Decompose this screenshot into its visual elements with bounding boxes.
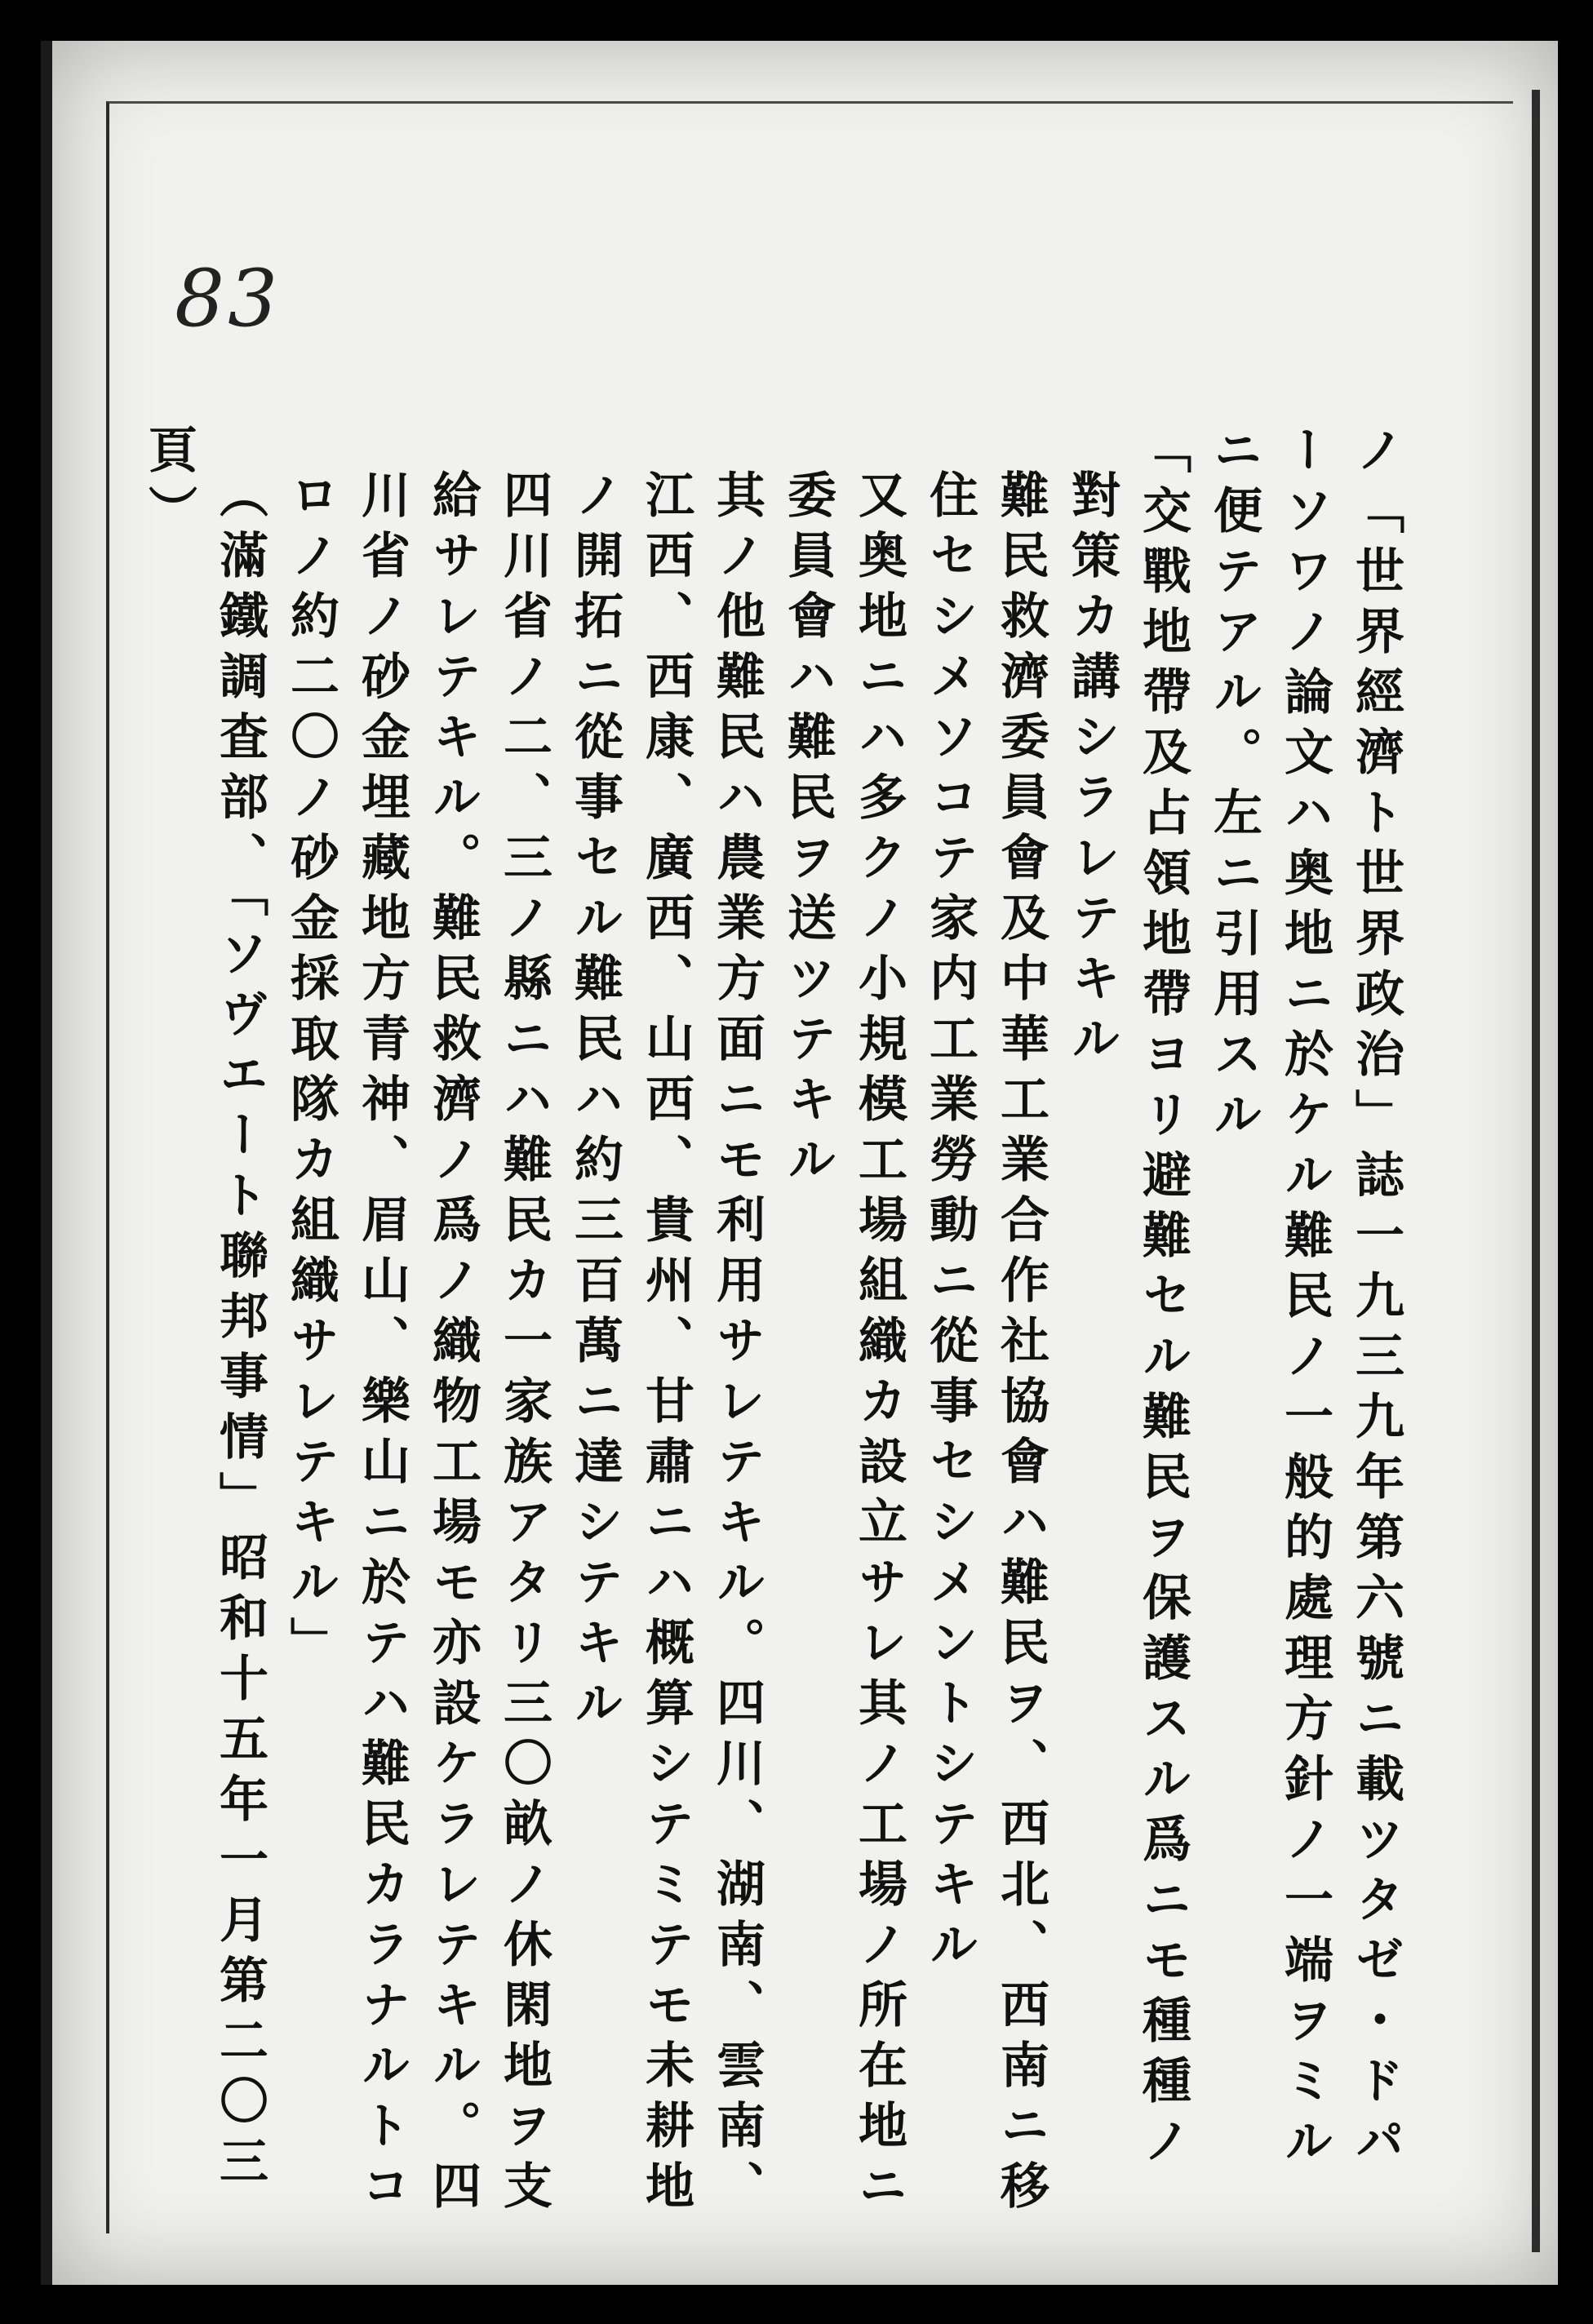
text-line: 江西、西康、廣西、山西、貴州、甘肅ニハ概算シテミテモ未耕地 <box>637 469 694 2220</box>
text-line: 對策カ講シラレテキル <box>1063 469 1120 1073</box>
text-line: 委員會ハ難民ヲ送ツテキル <box>779 469 836 1194</box>
text-line: 頁） <box>140 424 197 545</box>
text-line: ニ便テアル。左ニ引用スル <box>1205 424 1262 1149</box>
vertical-text-body <box>140 424 1411 2220</box>
text-line: 住セシメソコテ家内工業勞動ニ從事セシメントシテキル <box>921 469 978 1979</box>
text-line: ロノ約二〇ノ砂金採取隊カ組織サレテキル」 <box>282 469 339 1677</box>
document-page <box>41 41 1558 2285</box>
text-line: 川省ノ砂金埋藏地方青神、眉山、樂山ニ於テハ難民カラナルトコ <box>353 469 410 2220</box>
text-line: 其ノ他難民ハ農業方面ニモ利用サレテキル。四川、湖南、雲南、 <box>708 469 765 2220</box>
text-line: 又奥地ニハ多クノ小規模工場組織カ設立サレ其ノ工場ノ所在地ニ <box>850 469 907 2220</box>
text-line: ノ「世界經濟ト世界政治」誌一九三九年第六號ニ載ツタゼ・ドパ <box>1347 424 1404 2175</box>
text-line: 給サレテキル。難民救濟ノ爲ノ織物工場モ亦設ケラレテキル。四 <box>424 469 481 2220</box>
text-line: 難民救濟委員會及中華工業合作社協會ハ難民ヲ、西北、西南ニ移 <box>992 469 1049 2220</box>
text-line: （滿鐵調査部、「ソヴエート聯邦事情」昭和十五年一月第二〇三 <box>211 469 268 2196</box>
text-line: ーソワノ論文ハ奥地ニ於ケル難民ノ一般的處理方針ノ一端ヲミル <box>1276 424 1333 2175</box>
page-number: 83 <box>175 253 282 344</box>
text-line: 「交戰地帶及占領地帶ヨリ避難セル難民ヲ保護スル爲ニモ種種ノ <box>1134 424 1191 2175</box>
page-edge-shadow <box>1532 90 1540 2252</box>
text-line: ノ開拓ニ從事セル難民ハ約三百萬ニ達シテキル <box>566 469 623 1737</box>
text-line: 四川省ノ二、三ノ縣ニハ難民カ一家族アタリ三〇畝ノ休閑地ヲ支 <box>495 469 552 2220</box>
